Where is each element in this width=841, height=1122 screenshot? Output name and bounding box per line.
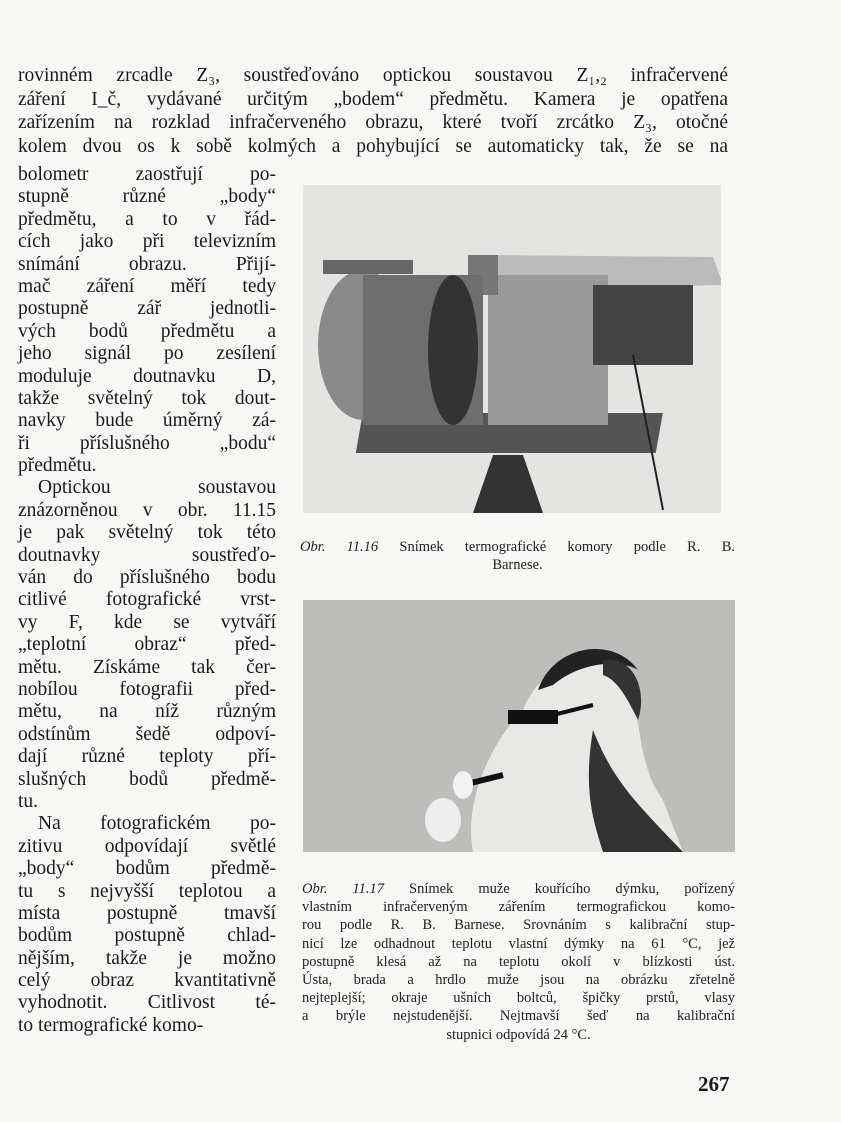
text-line: slušných bodů předmě- (18, 768, 276, 790)
text-line: navky bude úměrný zá- (18, 410, 276, 432)
text-line: cích jako při televizním (18, 231, 276, 253)
caption-text: nicí lze odhadnout teplotu vlastní dýmky na 61 °C, jež (302, 935, 735, 952)
caption-text: postupně klesá až na teplotu okolí v blízkosti úst. (302, 953, 735, 970)
caption-text: Ústa, brada a hrdlo muže jsou na obrázku zřetelně (302, 972, 735, 989)
text-line: vyhodnotit. Citlivost té- (18, 992, 276, 1014)
page-number: 267 (698, 1072, 730, 1096)
text-line: mětu, na níž různým (18, 701, 276, 723)
caption-text: Snímek muže kouřícího dýmku, pořízený (409, 881, 736, 897)
text-line: bolometr zaostřují po- (18, 164, 276, 185)
caption-text: Barnese. (492, 557, 543, 574)
figure-label: Obr. 11.16 (300, 539, 379, 555)
caption-text: rou podle R. B. Barnese. Srovnáním s kalibrační stup- (302, 917, 735, 934)
text-line: takže světelný tok dout- (18, 387, 276, 409)
figure-label: Obr. 11.17 (302, 881, 384, 897)
text-line: tu. (18, 790, 39, 812)
text-line: snímání obrazu. Přijí- (18, 253, 276, 275)
caption-text: vlastním infračerveným zářením termografickou komo- (302, 899, 735, 916)
text-line: mač záření měří tedy (18, 275, 276, 297)
text-line: dají různé teploty pří- (18, 746, 276, 768)
figure-thermographic-camera-photo (303, 185, 721, 513)
text-line: celý obraz kvantitativně (18, 970, 276, 992)
thermogram-image (303, 600, 735, 852)
text-line: zitivu odpovídají světlé (18, 835, 276, 857)
text-line: stupně různé „body“ (18, 186, 276, 208)
text-line: místa postupně tmavší (18, 902, 276, 924)
figure-11-17-caption (302, 880, 735, 1044)
caption-text: stupnici odpovídá 24 °C. (446, 1026, 591, 1043)
text-line: moduluje doutnavku D, (18, 365, 276, 387)
text-line: předmětu, a to v řád- (18, 208, 276, 230)
text-line: Na fotografickém po- (38, 813, 276, 835)
text-line: nobílou fotografii před- (18, 678, 276, 700)
text-line: ván do příslušného bodu (18, 567, 276, 589)
text-line: vy F, kde se vytváří (18, 611, 276, 633)
text-line: to termografické komo- (18, 1014, 204, 1036)
text-line: ři příslušného „bodu“ (18, 432, 276, 454)
text-line: znázorněnou v obr. 11.15 (18, 499, 276, 521)
text-line: „body“ bodům předmě- (18, 858, 276, 880)
text-line: vých bodů předmětu a (18, 320, 276, 342)
caption-text: a brýle nejstudenější. Nejtmavší šeď na kalibrační (302, 1008, 735, 1025)
text-line: nějším, takže je možno (18, 947, 276, 969)
text-line: bodům postupně chlad- (18, 925, 276, 947)
text-line: záření I_č, vydávané určitým „bodem“ předmětu. Kamera je opatřena (18, 88, 728, 110)
text-line: tu s nejvyšší teplotou a (18, 880, 276, 902)
left-column-text (18, 164, 276, 1037)
text-line: zařízením na rozklad infračerveného obrazu, které tvoří zrcátko Z₃, otočné (18, 112, 728, 134)
caption-text: Snímek termografické komory podle R. B. (399, 539, 735, 555)
camera-photo-image (303, 185, 721, 513)
text-line: předmětu. (18, 455, 97, 477)
caption-text: nejteplejší; okraje ušních boltců, špičky prstů, vlasy (302, 990, 735, 1007)
text-line: Optickou soustavou (38, 477, 276, 499)
text-line: „teplotní obraz“ před- (18, 634, 276, 656)
text-line: jeho signál po zesílení (18, 343, 276, 365)
text-line: doutnavky soustřeďo- (18, 544, 276, 566)
top-paragraph (18, 64, 728, 158)
text-line: mětu. Získáme tak čer- (18, 656, 276, 678)
text-line: je pak světelný tok této (18, 522, 276, 544)
figure-thermogram-pipe-smoker (303, 600, 735, 852)
text-line: postupně zář jednotli- (18, 298, 276, 320)
text-line: citlivé fotografické vrst- (18, 589, 276, 611)
text-line: odstínům šedě odpoví- (18, 723, 276, 745)
text-line: kolem dvou os k sobě kolmých a pohybující se automaticky tak, že se na (18, 135, 728, 157)
figure-11-16-caption (300, 538, 735, 574)
text-line: rovinném zrcadle Z₃, soustřeďováno optickou soustavou Z₁,₂ infračervené (18, 65, 728, 86)
